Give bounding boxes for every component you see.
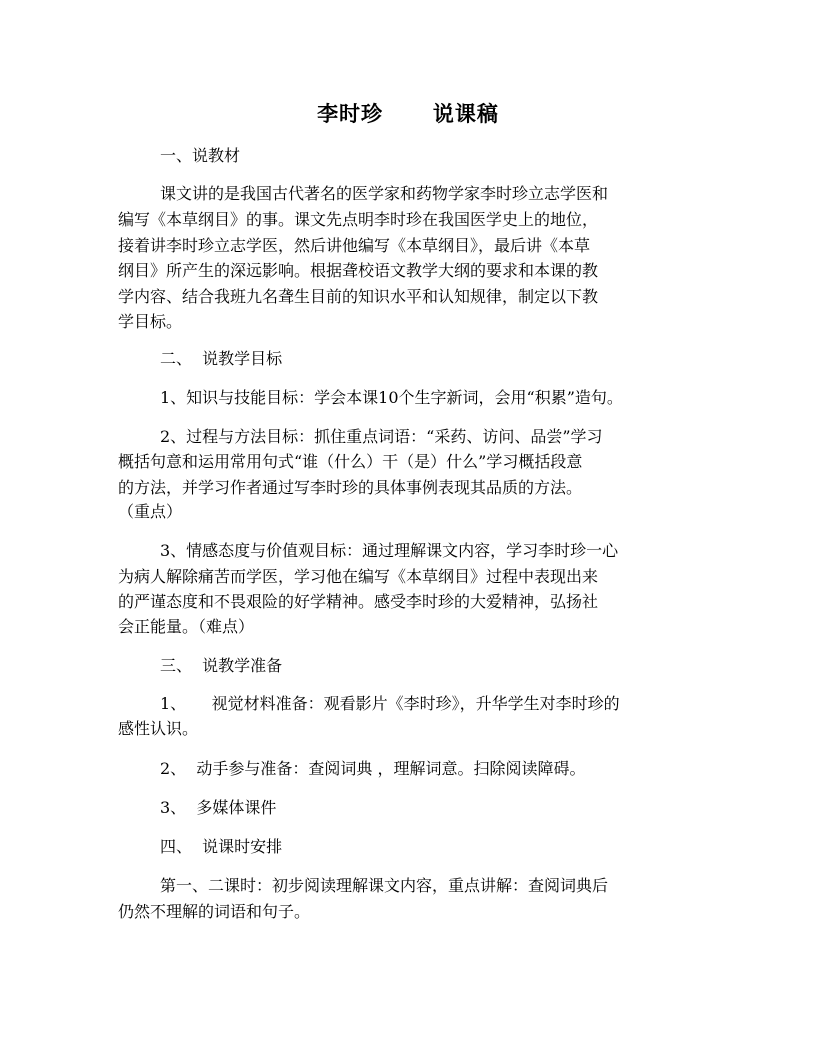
heading-section-1: 一、说教材	[160, 146, 241, 165]
paragraph-line: 课文讲的是我国古代著名的医学家和药物学家李时珍立志学医和	[160, 184, 609, 203]
paragraph-line: 的方法，并学习作者通过写李时珍的具体事例表现其品质的方法。	[118, 478, 583, 497]
paragraph-line: （重点）	[118, 502, 183, 521]
paragraph-line: 接着讲李时珍立志学医，然后讲他编写《本草纲目》，最后讲《本草	[118, 236, 591, 255]
paragraph-line: 编写《本草纲目》的事。课文先点明李时珍在我国医学史上的地位，	[118, 210, 599, 229]
paragraph-line: 会正能量。（难点）	[118, 617, 255, 636]
paragraph-line: 3、情感态度与价值观目标：通过理解课文内容，学习李时珍一心	[160, 541, 619, 560]
paragraph-line: 第一、二课时：初步阅读理解课文内容，重点讲解：查阅词典后	[160, 876, 609, 895]
paragraph-line: 1、 视觉材料准备：观看影片《李时珍》，升华学生对李时珍的	[160, 694, 620, 713]
document-title: 李时珍 说课稿	[317, 101, 499, 126]
paragraph-line: 学内容、结合我班九名聋生目前的知识水平和认知规律，制定以下教	[118, 287, 599, 306]
paragraph-line: 2、过程与方法目标：抓住重点词语：“采药、访问、品尝”学习	[160, 427, 603, 446]
paragraph-line: 纲目》所产生的深远影响。根据聋校语文教学大纲的要求和本课的教	[118, 261, 599, 280]
paragraph-line: 仍然不理解的词语和句子。	[118, 902, 311, 921]
heading-section-4: 四、 说课时安排	[160, 837, 283, 856]
heading-section-3: 三、 说教学准备	[160, 656, 283, 675]
heading-section-2: 二、 说教学目标	[160, 349, 283, 368]
paragraph-line: 1、知识与技能目标：学会本课10个生字新词，会用“积累”造句。	[160, 388, 623, 407]
paragraph-line: 为病人解除痛苦而学医，学习他在编写《本草纲目》过程中表现出来	[118, 567, 599, 586]
paragraph-line: 2、 动手参与准备：查阅词典 ，理解词意。扫除阅读障碍。	[160, 759, 586, 778]
paragraph-line: 3、 多媒体课件	[160, 798, 277, 817]
paragraph-line: 概括句意和运用常用句式“谁（什么）干（是）什么”学习概括段意	[118, 452, 583, 471]
paragraph-line: 的严谨态度和不畏艰险的好学精神。感受李时珍的大爱精神，弘扬社	[118, 592, 599, 611]
paragraph-line: 学目标。	[118, 312, 183, 331]
paragraph-line: 感性认识。	[118, 719, 199, 738]
